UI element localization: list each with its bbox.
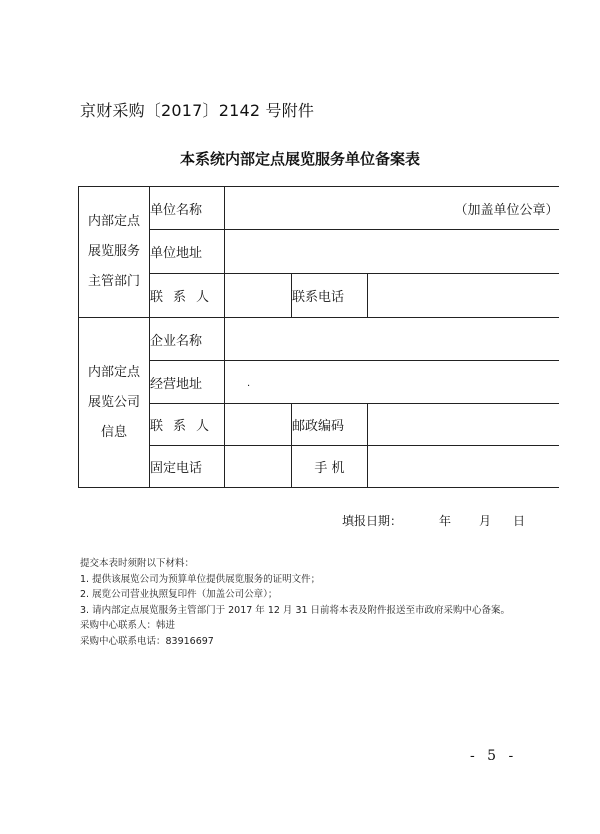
form-title: 本系统内部定点展览服务单位备案表 xyxy=(179,150,420,168)
fill-date-day: 日 xyxy=(513,514,526,528)
section2-group-line: 内部定点 xyxy=(87,364,140,380)
landline-label: 固定电话 xyxy=(150,446,225,488)
page-number: - 5 - xyxy=(470,748,518,764)
document-header: 京财采购〔2017〕2142 号附件 xyxy=(80,101,315,120)
section2-group-line: 展览公司 xyxy=(87,394,140,410)
postal-code-label: 邮政编码 xyxy=(292,404,368,446)
registration-form-table xyxy=(78,186,559,488)
unit-address-label: 单位地址 xyxy=(150,230,225,274)
section2-contact-label: 联系人 xyxy=(150,404,225,446)
notes-intro: 提交本表时须附以下材料： xyxy=(80,558,195,569)
business-address-label: 经营地址 xyxy=(150,361,225,404)
contact-phone-note: 采购中心联系电话：83916697 xyxy=(80,635,214,647)
section2-group-line: 信息 xyxy=(100,424,127,440)
fill-date-label: 填报日期： xyxy=(342,514,403,528)
stamp-note: （加盖单位公章） xyxy=(454,202,559,218)
fill-date-year: 年 xyxy=(439,514,452,528)
contact-phone-field[interactable] xyxy=(368,274,559,318)
address-mark: . xyxy=(247,377,251,389)
section1-group-line: 展览服务 xyxy=(87,244,140,259)
notes-item: 2. 展览公司营业执照复印件（加盖公司公章）； xyxy=(80,589,278,601)
section1-contact-field[interactable] xyxy=(225,274,292,318)
landline-field[interactable] xyxy=(225,446,292,488)
company-name-label: 企业名称 xyxy=(150,318,225,361)
notes-item: 3. 请内部定点展览服务主管部门于 2017 年 12 月 31 日前将本表及附件报送至市政府采购中心备案。 xyxy=(80,604,511,616)
notes-section xyxy=(80,556,560,650)
fill-date-month: 月 xyxy=(479,514,492,528)
company-name-field[interactable] xyxy=(225,318,559,361)
mobile-field[interactable] xyxy=(368,446,559,488)
section1-group-line: 主管部门 xyxy=(87,274,140,289)
contact-phone-label: 联系电话 xyxy=(292,274,368,318)
section1-group-line: 内部定点 xyxy=(87,214,140,229)
section1-group-label xyxy=(79,187,150,318)
notes-item: 1. 提供该展览公司为预算单位提供展览服务的证明文件； xyxy=(80,573,321,585)
business-address-field[interactable] xyxy=(225,361,559,404)
section2-contact-field[interactable] xyxy=(225,404,292,446)
mobile-label: 手 机 xyxy=(292,446,368,488)
unit-name-label: 单位名称 xyxy=(150,187,225,230)
unit-name-field[interactable] xyxy=(225,187,559,230)
contact-person-note: 采购中心联系人：韩进 xyxy=(80,620,176,632)
section2-group-label xyxy=(79,318,150,488)
postal-code-field[interactable] xyxy=(368,404,559,446)
unit-address-field[interactable] xyxy=(225,230,559,274)
section1-contact-label: 联系人 xyxy=(150,274,225,318)
